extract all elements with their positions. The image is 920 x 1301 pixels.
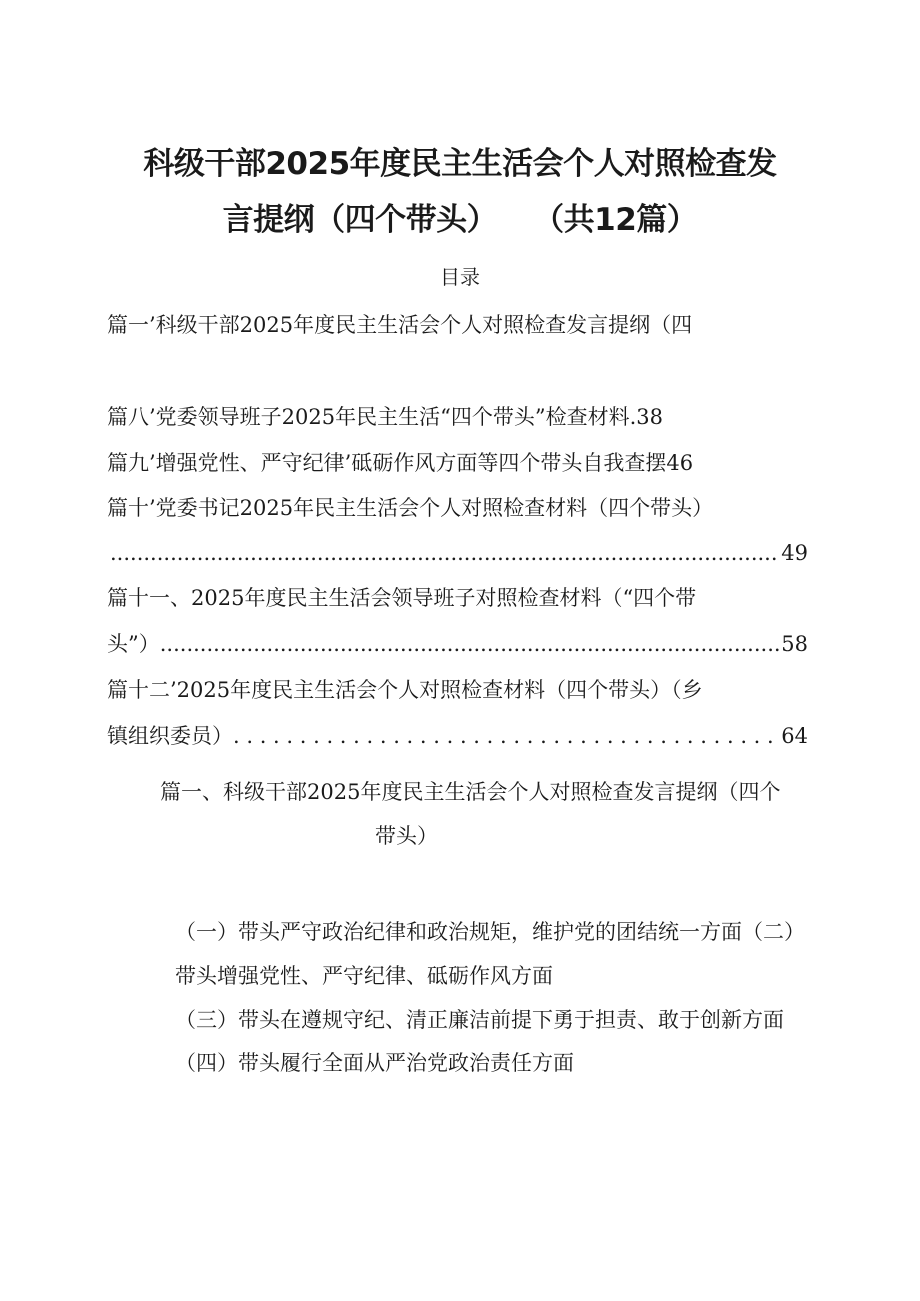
toc-page-number: 49 [781, 541, 808, 565]
document-title-line-1: 科级干部2025年度民主生活会个人对照检查发 [143, 146, 777, 182]
document-title-count: （共12篇） [533, 202, 698, 238]
body-line-4: （四）带头履行全面从严治党政治责任方面 [175, 1051, 574, 1075]
toc-entry-continuation: 头”） [107, 632, 160, 656]
toc-entry-10[interactable]: 篇十’党委书记2025年民主生活会个人对照检查材料（四个带头） [107, 496, 714, 520]
section-title-line-2: 带头） [375, 824, 438, 848]
toc-entry-11[interactable]: 篇十一、2025年度民主生活会领导班子对照检查材料（“四个带 [107, 586, 697, 610]
section-title-line-1: 篇一、科级干部2025年度民主生活会个人对照检查发言提纲（四个 [160, 780, 781, 804]
toc-entry-12[interactable]: 篇十二’2025年度民主生活会个人对照检查材料（四个带头）（乡 [107, 678, 703, 702]
toc-page-number: 64 [781, 724, 808, 748]
toc-entry-10-leader[interactable] [110, 543, 808, 564]
body-line-2: 带头增强党性、严守纪律、砥砺作风方面 [175, 964, 553, 988]
toc-page-number: 58 [781, 632, 808, 656]
dot-leader [160, 634, 780, 655]
body-line-1: （一）带头严守政治纪律和政治规矩，维护党的团结统一方面（二） [175, 920, 805, 944]
toc-entry-continuation: 镇组织委员） [107, 724, 233, 748]
dot-leader [233, 726, 779, 747]
toc-entry-8[interactable]: 篇八’党委领导班子2025年民主生活“四个带头”检查材料.38 [107, 405, 663, 429]
toc-entry-12-leader[interactable] [107, 726, 808, 747]
toc-entry-11-leader[interactable] [107, 634, 808, 655]
document-title-main: 言提纲（四个带头） [222, 202, 498, 238]
toc-entry-1[interactable]: 篇一’科级干部2025年度民主生活会个人对照检查发言提纲（四 [107, 313, 693, 337]
toc-heading: 目录 [440, 265, 480, 289]
body-line-3: （三）带头在遵规守纪、清正廉洁前提下勇于担责、敢于创新方面 [175, 1008, 784, 1032]
toc-entry-9[interactable]: 篇九’增强党性、严守纪律’砥砺作风方面等四个带头自我查摆46 [107, 451, 694, 475]
document-title-line-2 [0, 194, 920, 239]
dot-leader [110, 543, 779, 564]
